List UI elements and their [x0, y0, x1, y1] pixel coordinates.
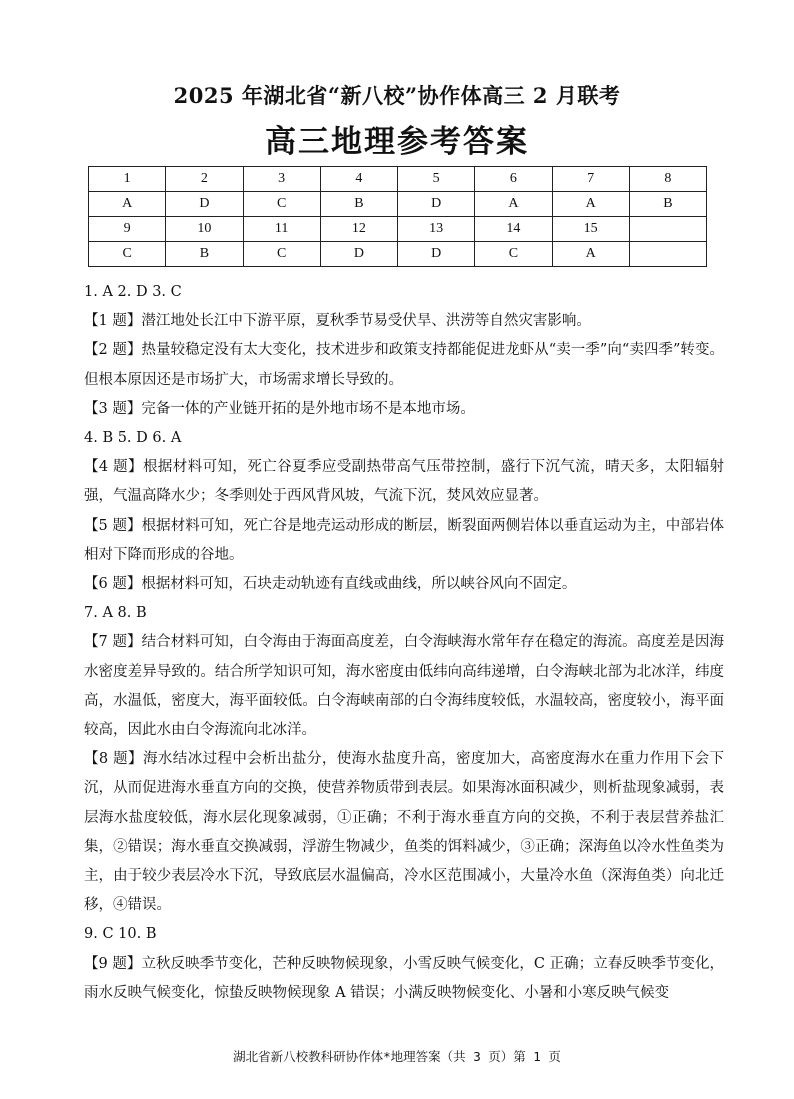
answer-key-line: 7. A 8. B: [84, 605, 147, 622]
table-cell: 6: [475, 167, 552, 192]
table-cell: 13: [398, 217, 475, 242]
table-cell: 12: [320, 217, 397, 242]
explanation-paragraph: 【6 题】根据材料可知，石块走动轨迹有直线或曲线，所以峡谷风向不固定。: [84, 576, 577, 593]
table-cell: B: [166, 242, 243, 267]
answer-table-row: [89, 242, 707, 267]
explanation-paragraph: 【2 题】热量较稳定没有太大变化，技术进步和政策支持都能促进龙虾从“卖一季”向“卖四季”转变。但根本原因还是市场扩大，市场需求增长导致的。: [84, 342, 724, 388]
table-cell: 11: [243, 217, 320, 242]
table-cell: C: [89, 242, 166, 267]
table-cell: 10: [166, 217, 243, 242]
table-cell: A: [552, 192, 629, 217]
table-cell: D: [398, 242, 475, 267]
table-cell: D: [320, 242, 397, 267]
table-cell: [629, 242, 706, 267]
explanation-paragraph: 【7 题】结合材料可知，白令海由于海面高度差，白令海峡海水常年存在稳定的海流。高度差是因海水密度差异导致的。结合所学知识可知，海水密度由低纬向高纬递增，白令海峡北部为北冰洋，纬度高，水温低，密度大，海平面较低。白令海峡南部的白令海纬度较低，水温较高，密度较小，海平面较高，因此水由白令海流向北冰洋。: [84, 634, 724, 739]
table-cell: 8: [629, 167, 706, 192]
answer-table-row: [89, 167, 707, 192]
explanation-paragraph: 【4 题】根据材料可知，死亡谷夏季应受副热带高气压带控制，盛行下沉气流，晴天多，太阳辐射强，气温高降水少；冬季则处于西风背风坡，气流下沉，焚风效应显著。: [84, 459, 724, 505]
table-cell: 2: [166, 167, 243, 192]
explanation-paragraph: 【3 题】完备一体的产业链开拓的是外地市场不是本地市场。: [84, 400, 475, 417]
table-cell: 9: [89, 217, 166, 242]
explanation-paragraph: 【9 题】立秋反映季节变化，芒种反映物候现象，小雪反映气候变化，C 正确；立春反映季节变化，雨水反映气候变化，惊蛰反映物候现象 A 错误；小满反映物候变化、小暑和小寒反映气候变: [84, 955, 724, 1001]
answer-table-row: [89, 217, 707, 242]
table-cell: D: [166, 192, 243, 217]
table-cell: 1: [89, 167, 166, 192]
table-cell: B: [629, 192, 706, 217]
answer-table-row: [89, 192, 707, 217]
answer-explanations: [84, 278, 724, 1008]
table-cell: A: [89, 192, 166, 217]
explanation-paragraph: 【8 题】海水结冰过程中会析出盐分，使海水盐度升高，密度加大，高密度海水在重力作用下会下沉，从而促进海水垂直方向的交换，使营养物质带到表层。如果海冰面积减少，则析盐现象减弱，表层海水盐度较低，海水层化现象减弱，①正确；不利于海水垂直方向的交换，不利于表层营养盐汇集，②错误；海水垂直交换减弱，浮游生物减少，鱼类的饵料减少，③正确；深海鱼以冷水性鱼类为主，由于较少表层冷水下沉，导致底层水温偏高，冷水区范围减小，大量冷水鱼（深海鱼类）向北迁移，④错误。: [84, 751, 724, 914]
page-title: 高三地理参考答案: [265, 124, 529, 160]
table-cell: 5: [398, 167, 475, 192]
explanation-paragraph: 【5 题】根据材料可知，死亡谷是地壳运动形成的断层，断裂面两侧岩体以垂直运动为主，中部岩体相对下降而形成的谷地。: [84, 517, 724, 563]
table-cell: C: [243, 242, 320, 267]
answer-table: [88, 166, 707, 267]
answer-key-line: 1. A 2. D 3. C: [84, 284, 182, 300]
answer-key-line: 4. B 5. D 6. A: [84, 430, 182, 447]
table-cell: C: [475, 242, 552, 267]
table-cell: A: [552, 242, 629, 267]
table-cell: C: [243, 192, 320, 217]
table-cell: 4: [320, 167, 397, 192]
table-cell: 7: [552, 167, 629, 192]
table-cell: A: [475, 192, 552, 217]
table-cell: 14: [475, 217, 552, 242]
explanation-paragraph: 【1 题】潜江地处长江中下游平原，夏秋季节易受伏旱、洪涝等自然灾害影响。: [84, 313, 591, 330]
answer-key-line: 9. C 10. B: [84, 926, 157, 943]
table-cell: 15: [552, 217, 629, 242]
table-cell: 3: [243, 167, 320, 192]
exam-title: 2025 年湖北省“新八校”协作体高三 2 月联考: [173, 83, 621, 108]
table-cell: D: [398, 192, 475, 217]
table-cell: [629, 217, 706, 242]
page-footer: 湖北省新八校教科研协作体*地理答案（共 3 页）第 1 页: [233, 1049, 561, 1064]
table-cell: B: [320, 192, 397, 217]
